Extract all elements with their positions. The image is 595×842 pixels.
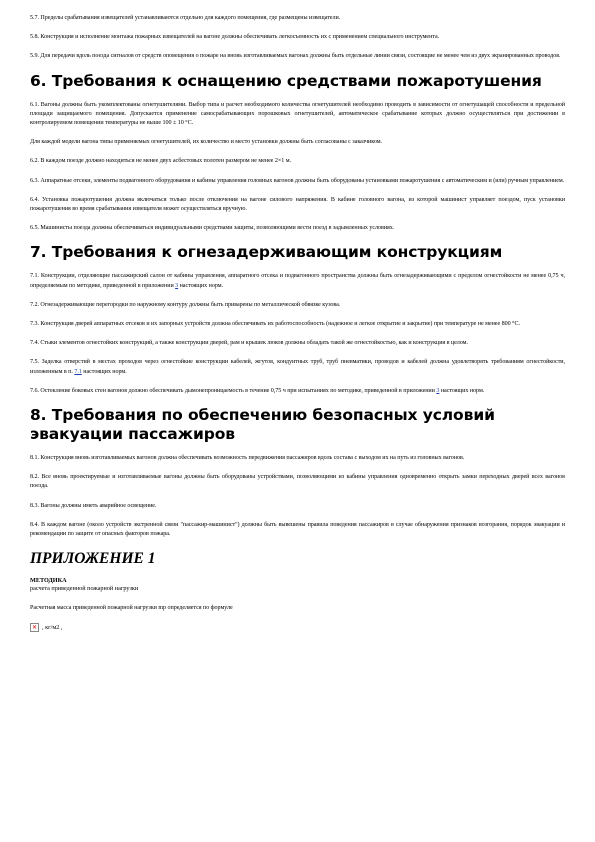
appendix-1-heading: ПРИЛОЖЕНИЕ 1 [30,550,156,568]
paragraph-6-1: 6.1. Вагоны должны быть укомплектованы огнетушителями. Выбор типа и расчет необходимого количества огнетушителей необходимо проводить в зависимости от огнетушащей способности и предельной площади защищаемого помещения. Допускается применение самосрабатывающих порошковых огнетушителей, автоматическое срабатывание которых должно осуществляться при достижении в контролируемом помещении температуры не выше 100 ± 10 °С. [30,101,565,127]
section-6-heading: 6. Требования к оснащению средствами пожаротушения [30,71,542,90]
formula-row [30,623,565,632]
paragraph-7-4: 7.4. Стыки элементов огнестойких конструкций, а также конструкции дверей, рам и крышек люков должны обладать такой же огнестойкостью, как и конструкция в целом. [30,340,468,347]
formula-units: , кг/м2 , [42,624,63,632]
paragraph-7-6-text: 7.6. Остекление боковых стен вагонов должно обеспечивать дымонепроницаемость в течение 0,75 ч при испытаниях по методике, приведенной в приложении [30,387,437,394]
paragraph-6-3: 6.3. Аппаратные отсеки, элементы подвагонного оборудования и кабины управления головных вагонов должны быть оборудованы установками пожаротушения с автоматическим и (или) ручным управлением. [30,177,565,184]
method-subtitle: расчета приведенной пожарной нагрузки [30,585,139,593]
paragraph-8-3: 8.3. Вагоны должны иметь аварийное освещение. [30,502,157,509]
appendix-3-link[interactable]: 3 [175,282,179,289]
paragraph-6-2: 6.2. В каждом поезде должно находиться не менее двух асбестовых полотен размером не менее 2×1 м. [30,158,291,165]
paragraph-7-5-tail: настоящих норм. [81,368,127,375]
paragraph-7-5-text: 7.5. Заделка отверстий в местах проходов через огнестойкие конструкции кабелей, жгутов, кондуитных труб, труб пневматики, проводов и кабелей должна удовлетворять требованиям огнестойкости, изложенным в п. [30,359,565,375]
paragraph-7-5 [30,358,565,376]
paragraph-7-6 [30,387,565,396]
paragraph-7-6-tail: настоящих норм. [439,387,485,394]
paragraph-8-4: 8.4. В каждом вагоне (около устройств экстренной связи "пассажир-машинист") должны быть вывешены правила поведения пассажиров в случае обнаружения признаков возгорания, порядок эвакуации и рекомендации по защите от опасных факторов пожара. [30,521,565,538]
paragraph-5-7: 5.7. Пределы срабатывания извещателей устанавливаются отдельно для каждого помещения, где размещены извещатели. [30,15,341,21]
formula-intro: Расчетная масса приведенной пожарной нагрузки mp определяется по формуле [30,605,233,612]
paragraph-7-1-text: 7.1. Конструкции, отделяющие пассажирский салон от кабины управления, аппаратного отсека и подвагонного пространства должны быть огнезадерживающими с пределом огнестойкости не менее 0,75 ч, определяемым по методике, приведенной в приложении [30,273,565,289]
appendix-3-link[interactable]: 3 [436,387,440,394]
paragraph-8-1: 8.1. Конструкция вновь изготавливаемых вагонов должна обеспечивать возможность передвижения пассажиров вдоль состава с выходом их на путь из головных вагонов. [30,455,465,462]
paragraph-8-2: 8.2. Все вновь проектируемые и изготавливаемые вагоны должны быть оборудованы устройствами, позволяющими из кабины управления одновременно открыть замки переходных дверей всех вагонов поезда. [30,474,565,490]
paragraph-5-8: 5.8. Конструкция и исполнение монтажа пожарных извещателей на вагоне должны обеспечивать легкосъемность их с применением специального инструмента. [30,34,440,41]
clause-7-1-link[interactable]: 7.1 [74,368,82,375]
paragraph-6-5: 6.5. Машинисты поезда должны обеспечиваться индивидуальными средствами защиты, позволяющими вести поезд в задымленных условиях. [30,225,395,232]
method-title: МЕТОДИКА [30,577,67,585]
paragraph-7-2: 7.2. Огнезадерживающие перегородки по наружному контуру должны быть приварены по металлической обвязке кузова. [30,301,341,308]
paragraph-5-9: 5.9. Для передачи вдоль поезда сигналов от средств оповещения о пожаре на вновь изготавливаемых вагонах должны быть отдельные линии связи, состоящие не менее чем из двух экранированных проводов. [30,53,561,60]
section-7-heading: 7. Требования к огнезадерживающим конструкциям [30,243,503,262]
section-8-heading: 8. Требования по обеспечению безопасных условий эвакуации пассажиров [30,406,495,444]
paragraph-6-4: 6.4. Установка пожаротушения должна включаться только после отключения на вагоне силового напряжения. В кабине головного вагона, из которой машинист управляет поездом, пуск установки пожаротушения во время срабатывания извещателя может осуществляться вручную. [30,196,565,213]
paragraph-7-1 [30,272,565,290]
paragraph-7-3: 7.3. Конструкция дверей аппаратных отсеков и их запорных устройств должна обеспечивать их работоспособность (надежное и легкое открытие и закрытие) при температуре не менее 800 °С. [30,321,520,328]
broken-image-icon: ✕ [31,623,38,631]
paragraph-7-1-tail: настоящих норм. [178,282,224,289]
paragraph-6-1-note: Для каждой модели вагона типы применяемых огнетушителей, их количество и место установки должны быть согласованы с заказчиком. [30,139,383,146]
